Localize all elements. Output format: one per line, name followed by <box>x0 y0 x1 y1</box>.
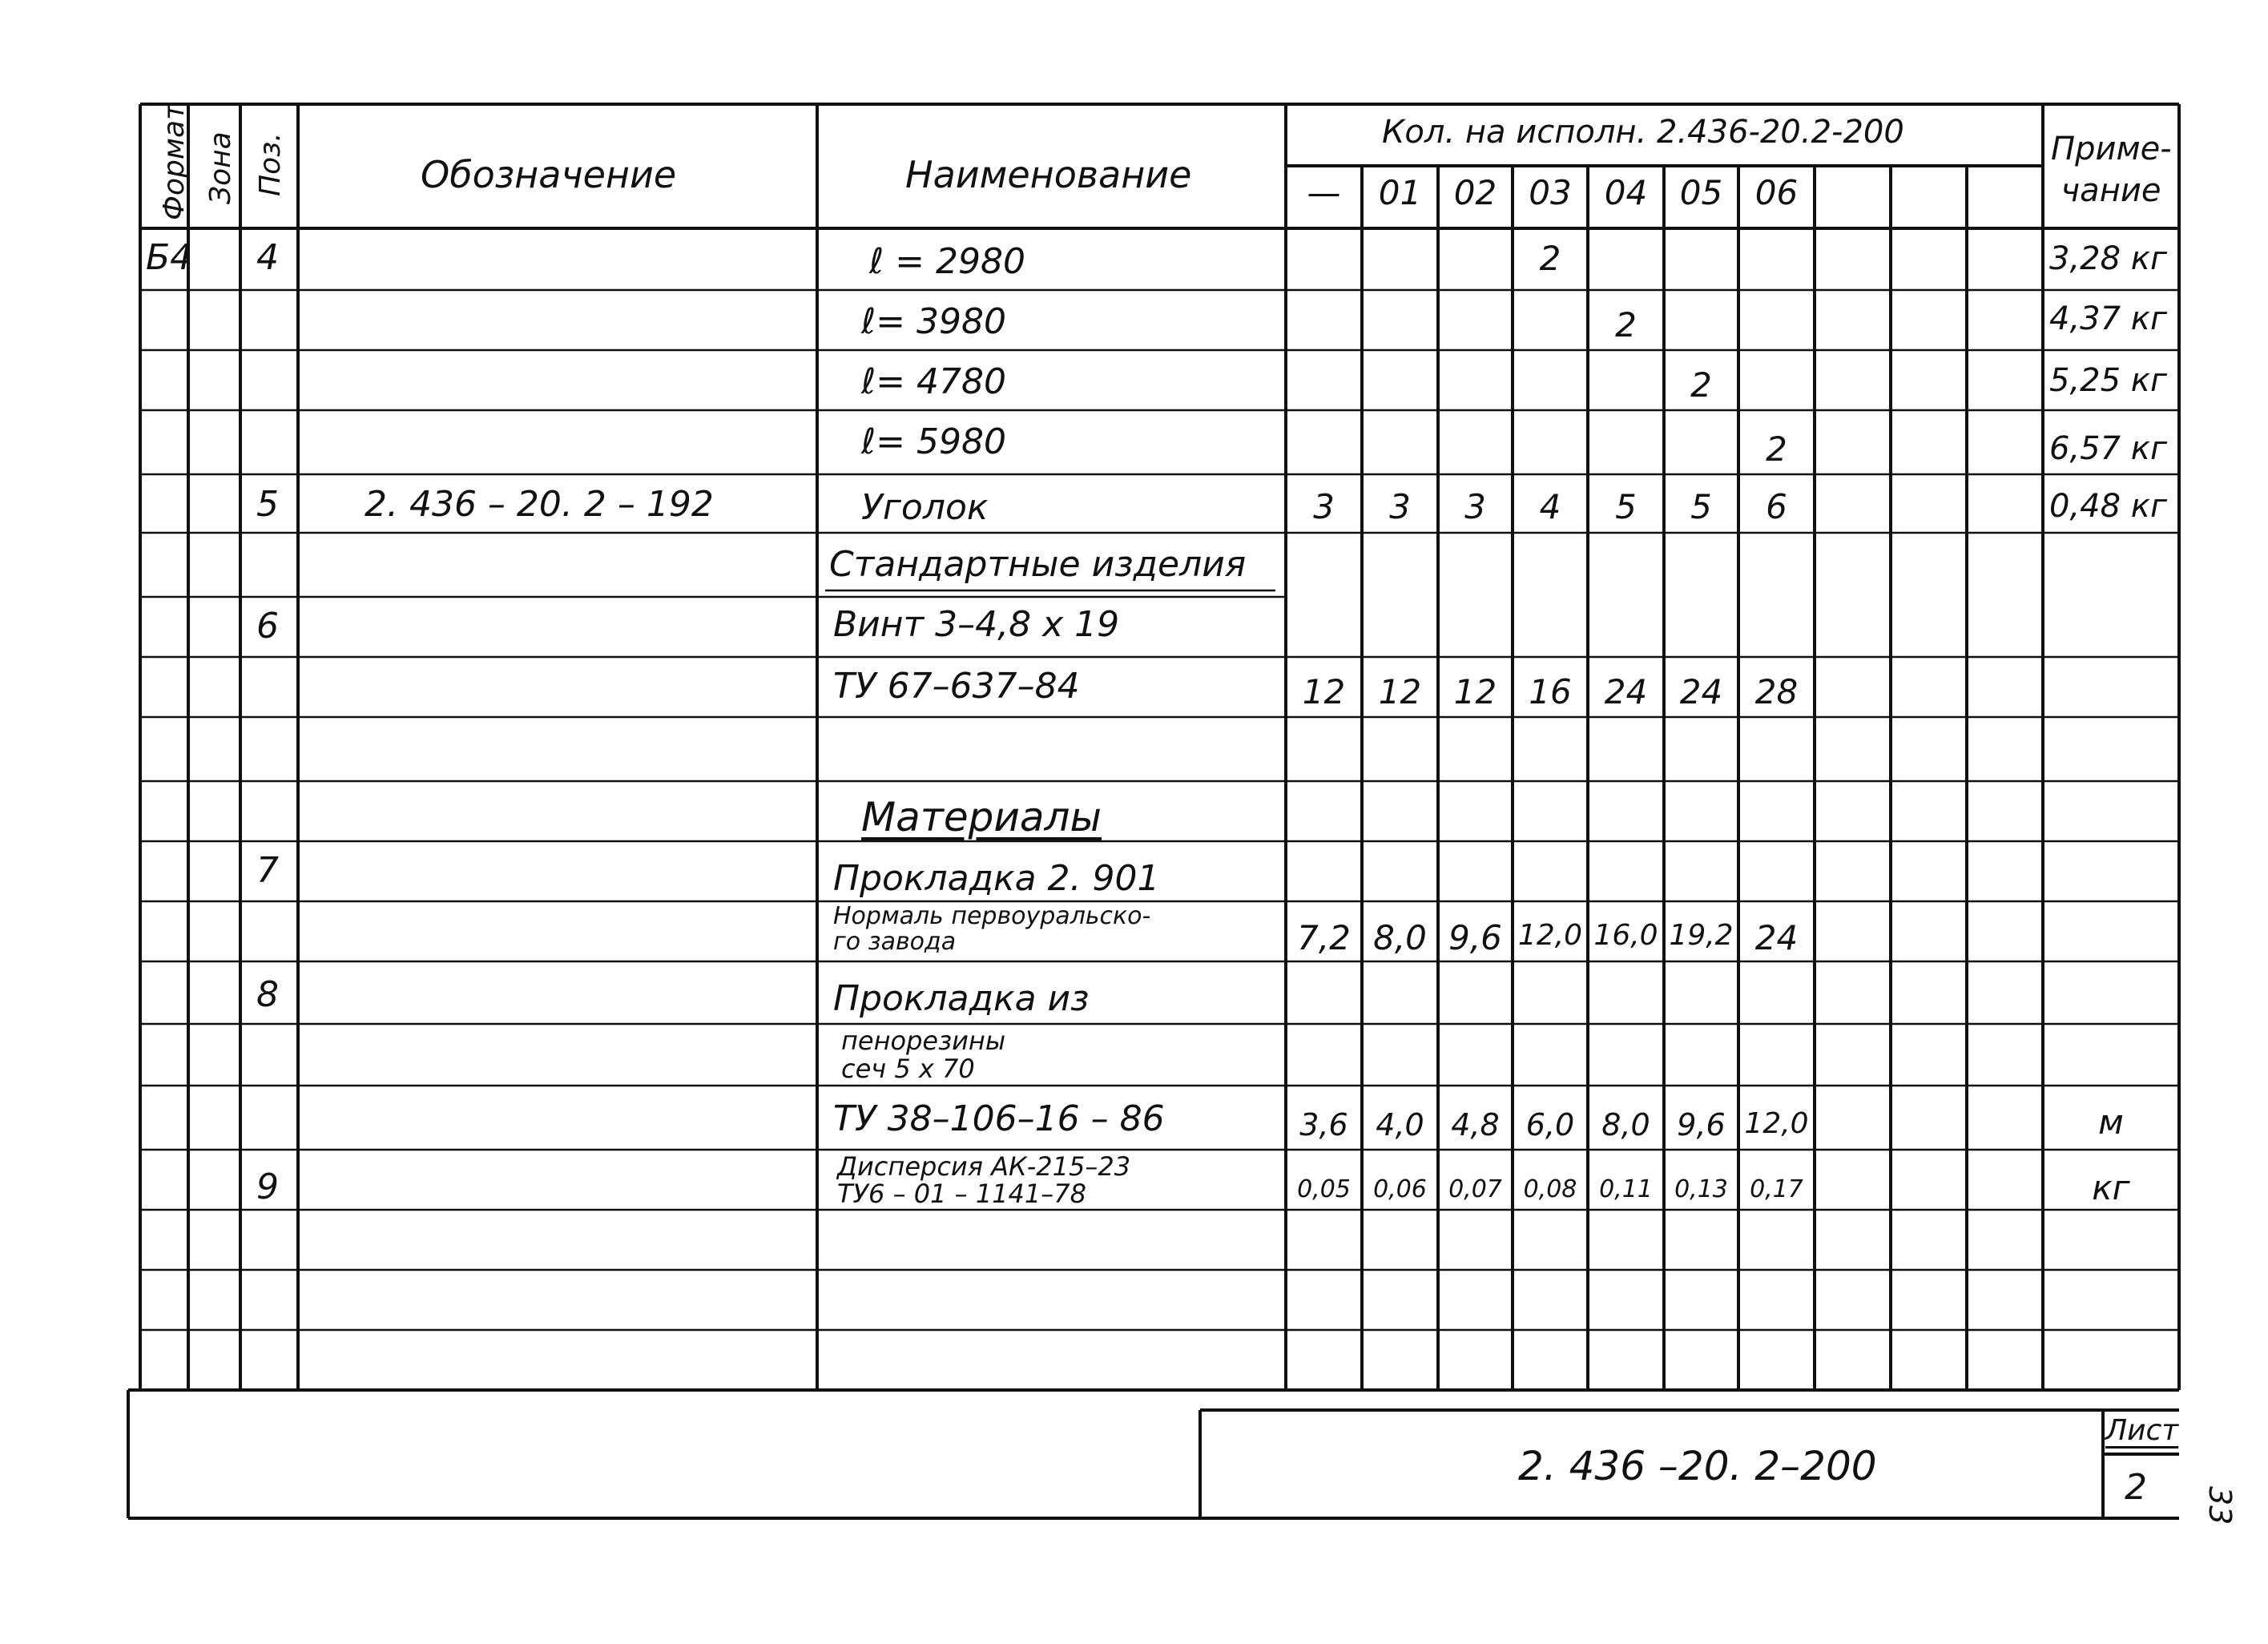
header-format: Формат <box>158 103 191 220</box>
cell-name: Винт 3–4,8 х 19 <box>833 604 1120 645</box>
cell-qty: 5 <box>1615 487 1637 526</box>
cell-note: 4,37 кг <box>2049 300 2167 337</box>
cell-qty: 24 <box>1679 672 1723 711</box>
cell-qty: 4 <box>1539 487 1561 526</box>
cell-name: Прокладка 2. 901 <box>833 858 1160 899</box>
cell-qty: 12 <box>1378 672 1422 711</box>
cell-qty: 0,11 <box>1599 1175 1653 1203</box>
variant-label: 05 <box>1679 173 1723 212</box>
cell-qty: 12,0 <box>1744 1107 1809 1140</box>
variant-label: 02 <box>1453 173 1497 212</box>
cell-designation: 2. 436 – 20. 2 – 192 <box>365 484 714 525</box>
variant-label: 03 <box>1529 173 1572 212</box>
cell-qty: 4,8 <box>1451 1107 1500 1142</box>
cell-name: ТУ 67–637–84 <box>833 666 1080 707</box>
header-designation: Обозначение <box>421 153 677 196</box>
cell-qty: 5 <box>1690 487 1712 526</box>
cell-qty: 12 <box>1302 672 1346 711</box>
cell-name: Дисперсия АК-215–23 ТУ6 – 01 – 1141–78 <box>837 1151 1131 1209</box>
cell-pos: 6 <box>256 606 279 647</box>
cell-name: пенорезины сеч 5 х 70 <box>841 1025 1006 1085</box>
cell-qty: 12,0 <box>1517 919 1583 952</box>
cell-qty: 3 <box>1389 487 1411 526</box>
cell-name: Нормаль первоуральско- го завода <box>833 902 1151 956</box>
cell-qty: 4,0 <box>1376 1107 1424 1142</box>
cell-name: Уголок <box>861 487 989 528</box>
cell-qty: 19,2 <box>1669 919 1734 952</box>
cell-qty: 3 <box>1464 487 1486 526</box>
cell-note: 6,57 кг <box>2049 430 2167 467</box>
cell-qty: 2 <box>1539 239 1561 278</box>
variant-label: 01 <box>1378 173 1422 212</box>
cell-qty: 0,13 <box>1674 1175 1728 1203</box>
cell-qty: 2 <box>1766 429 1787 469</box>
cell-qty: 9,6 <box>1677 1107 1726 1142</box>
cell-pos: 5 <box>256 484 279 525</box>
section-title-materials: Материалы <box>861 794 1102 840</box>
cell-qty: 2 <box>1690 365 1712 405</box>
cell-qty: 28 <box>1754 672 1799 711</box>
cell-name: ℓ = 2980 <box>869 241 1025 282</box>
cell-pos: 9 <box>256 1167 279 1207</box>
cell-note: кг <box>2092 1168 2130 1207</box>
header-zone: Зона <box>204 131 237 204</box>
cell-qty: 6 <box>1766 487 1787 526</box>
cell-qty: 7,2 <box>1297 918 1351 957</box>
cell-qty: 8,0 <box>1601 1107 1650 1142</box>
margin-page-number: 33 <box>2202 1486 2238 1525</box>
cell-qty: 3 <box>1313 487 1335 526</box>
cell-note: 3,28 кг <box>2049 240 2167 277</box>
variant-label: — <box>1307 173 1341 212</box>
cell-name: Прокладка из <box>833 978 1090 1019</box>
cell-qty: 8,0 <box>1373 918 1427 957</box>
cell-qty: 0,17 <box>1750 1175 1803 1203</box>
cell-qty: 0,07 <box>1448 1175 1502 1203</box>
cell-pos: 7 <box>256 850 279 891</box>
doc-number: 2. 436 –20. 2–200 <box>1518 1443 1877 1489</box>
cell-qty: 24 <box>1604 672 1648 711</box>
sheet-label: Лист <box>2105 1414 2179 1447</box>
variant-label: 04 <box>1604 173 1648 212</box>
cell-name: ℓ= 3980 <box>861 301 1007 342</box>
section-title-standard: Стандартные изделия <box>829 544 1247 585</box>
cell-pos: 4 <box>256 237 279 278</box>
cell-name: ℓ= 4780 <box>861 361 1007 402</box>
cell-qty: 0,05 <box>1297 1175 1351 1203</box>
header-pos: Поз. <box>254 132 287 196</box>
cell-qty: 9,6 <box>1448 918 1502 957</box>
cell-qty: 0,08 <box>1523 1175 1577 1203</box>
variant-label: 06 <box>1754 173 1799 212</box>
cell-note: 0,48 кг <box>2049 488 2167 525</box>
cell-qty: 24 <box>1754 918 1799 957</box>
cell-qty: 3,6 <box>1299 1107 1348 1142</box>
header-name: Наименование <box>905 153 1192 196</box>
cell-qty: 6,0 <box>1525 1107 1575 1142</box>
cell-qty: 16 <box>1529 672 1572 711</box>
cell-name: ТУ 38–106–16 – 86 <box>833 1098 1165 1139</box>
cell-qty: 16,0 <box>1593 919 1658 952</box>
cell-format: Б4 <box>146 237 193 278</box>
cell-note: м <box>2098 1102 2124 1142</box>
cell-note: 5,25 кг <box>2049 362 2167 399</box>
cell-qty: 2 <box>1615 305 1637 345</box>
cell-qty: 12 <box>1453 672 1497 711</box>
sheet-number: 2 <box>2125 1467 2147 1508</box>
cell-pos: 8 <box>256 974 279 1015</box>
header-note: Приме- чание <box>2051 131 2172 209</box>
cell-name: ℓ= 5980 <box>861 421 1007 462</box>
cell-qty: 0,06 <box>1373 1175 1427 1203</box>
header-qty-title: Кол. на исполн. 2.436-20.2-200 <box>1382 114 1904 151</box>
